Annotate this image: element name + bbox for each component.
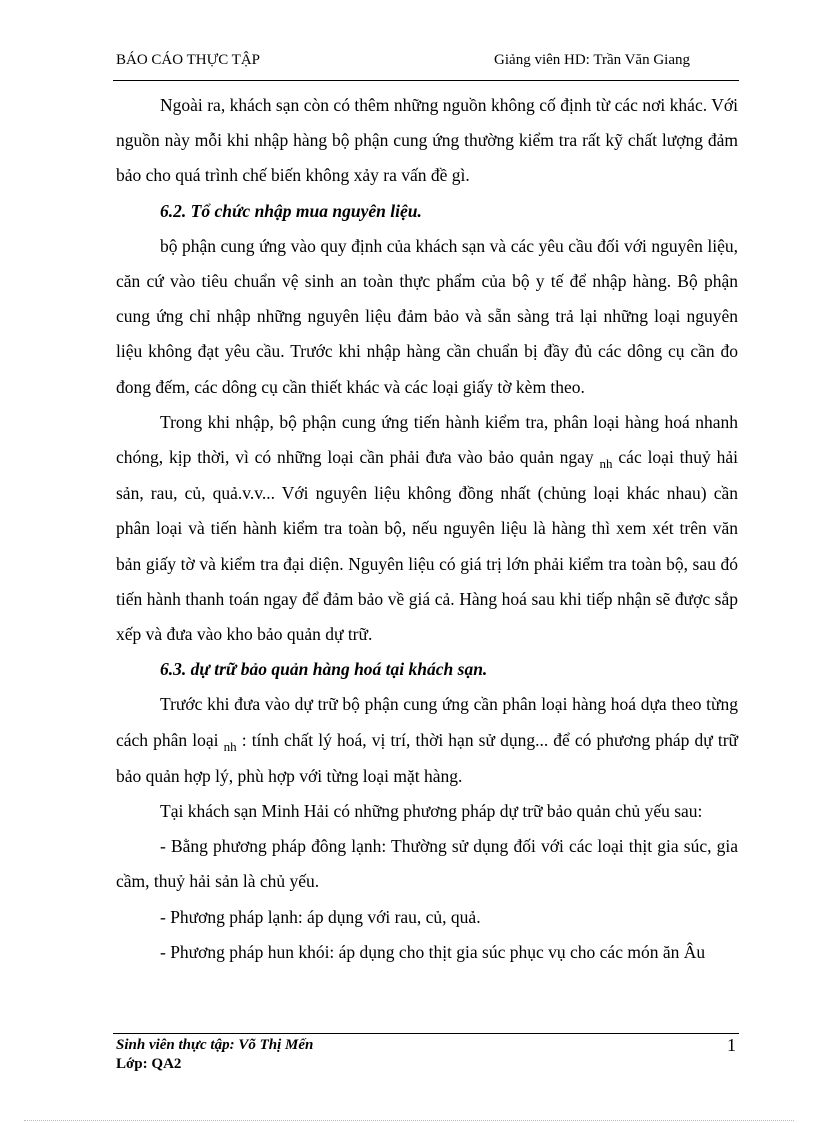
list-item: - Phương pháp hun khói: áp dụng cho thịt gia súc phục vụ cho các món ăn Âu (160, 941, 706, 962)
list-item: - Phương pháp lạnh: áp dụng với rau, củ, quả. (160, 906, 481, 927)
report-title: BÁO CÁO THỰC TẬP (116, 52, 261, 68)
instructor-name: Giảng viên HD: Trần Văn Giang (494, 52, 690, 68)
section-heading-6-3: 6.3. dự trữ bảo quản hàng hoá tại khách sạn. (160, 659, 488, 680)
subscript-text: nh (599, 456, 613, 472)
section-heading-6-2: 6.2. Tổ chức nhập mua nguyên liệu. (160, 200, 422, 221)
class-name: Lớp: QA2 (116, 1056, 182, 1072)
paragraph-text: Trong khi nhập, bộ phận cung ứng tiến hành kiểm tra, phân loại hàng hoá nhanh chóng, kịp thời, vì có những loại cần phải đưa vào bảo quản ngay (116, 411, 738, 468)
document-body (116, 88, 738, 970)
paragraph (116, 405, 738, 652)
paragraph: Ngoài ra, khách sạn còn có thêm những nguồn không cố định từ các nơi khác. Với nguồn này mỗi khi nhập hàng bộ phận cung ứng thường kiểm tra rất kỹ chất lượng đảm bảo cho quá trình chế biến không xảy ra vấn đề gì. (116, 95, 738, 186)
header-divider (113, 80, 739, 81)
page-footer (116, 1036, 742, 1074)
paragraph-text: : tính chất lý hoá, vị trí, thời hạn sử dụng... để có phương pháp dự trữ bảo quản hợp lý, phù hợp với từng loại mặt hàng. (116, 729, 739, 786)
student-name: Sinh viên thực tập: Võ Thị Mến (116, 1037, 314, 1053)
paragraph-text: các loại thuỷ hải sản, rau, củ, quả.v.v... Với nguyên liệu không đồng nhất (chủng loại khác nhau) cần phân loại và tiến hành kiểm tra toàn bộ, nếu nguyên liệu là hàng thì xem xét trên văn bản giấy tờ và kiểm tra đại diện. Nguyên liệu có giá trị lớn phải kiểm tra toàn bộ, sau đó tiến hành thanh toán ngay để đảm bảo về giá cả. Hàng hoá sau khi tiếp nhận sẽ được sắp xếp và đưa vào kho bảo quản dự trữ. (116, 447, 739, 645)
list-item: - Bằng phương pháp đông lạnh: Thường sử dụng đối với các loại thịt gia súc, gia cầm, thuỷ hải sản là chủ yếu. (116, 836, 738, 892)
subscript-text: nh (223, 738, 237, 754)
paragraph-text: Trước khi đưa vào dự trữ bộ phận cung ứng cần phân loại hàng hoá dựa theo từng cách phân loại (116, 694, 738, 750)
paragraph: bộ phận cung ứng vào quy định của khách sạn và các yêu cầu đối với nguyên liệu, căn cứ vào tiêu chuẩn vệ sinh an toàn thực phẩm của bộ y tế để nhập hàng. Bộ phận cung ứng chỉ nhập những nguyên liệu đảm bảo và sẵn sàng trả lại những loại nguyên liệu không đạt yêu cầu. Trước khi nhập hàng cần chuẩn bị đầy đủ các dông cụ cần đo đong đếm, các dông cụ cần thiết khác và các loại giấy tờ kèm theo. (116, 235, 738, 397)
paragraph: Tại khách sạn Minh Hải có những phương pháp dự trữ bảo quản chủ yếu sau: (160, 801, 703, 822)
page-edge-divider (24, 1120, 794, 1121)
footer-divider (113, 1033, 739, 1034)
page-header (116, 52, 738, 74)
page-number: 1 (727, 1035, 736, 1055)
paragraph (116, 687, 738, 794)
